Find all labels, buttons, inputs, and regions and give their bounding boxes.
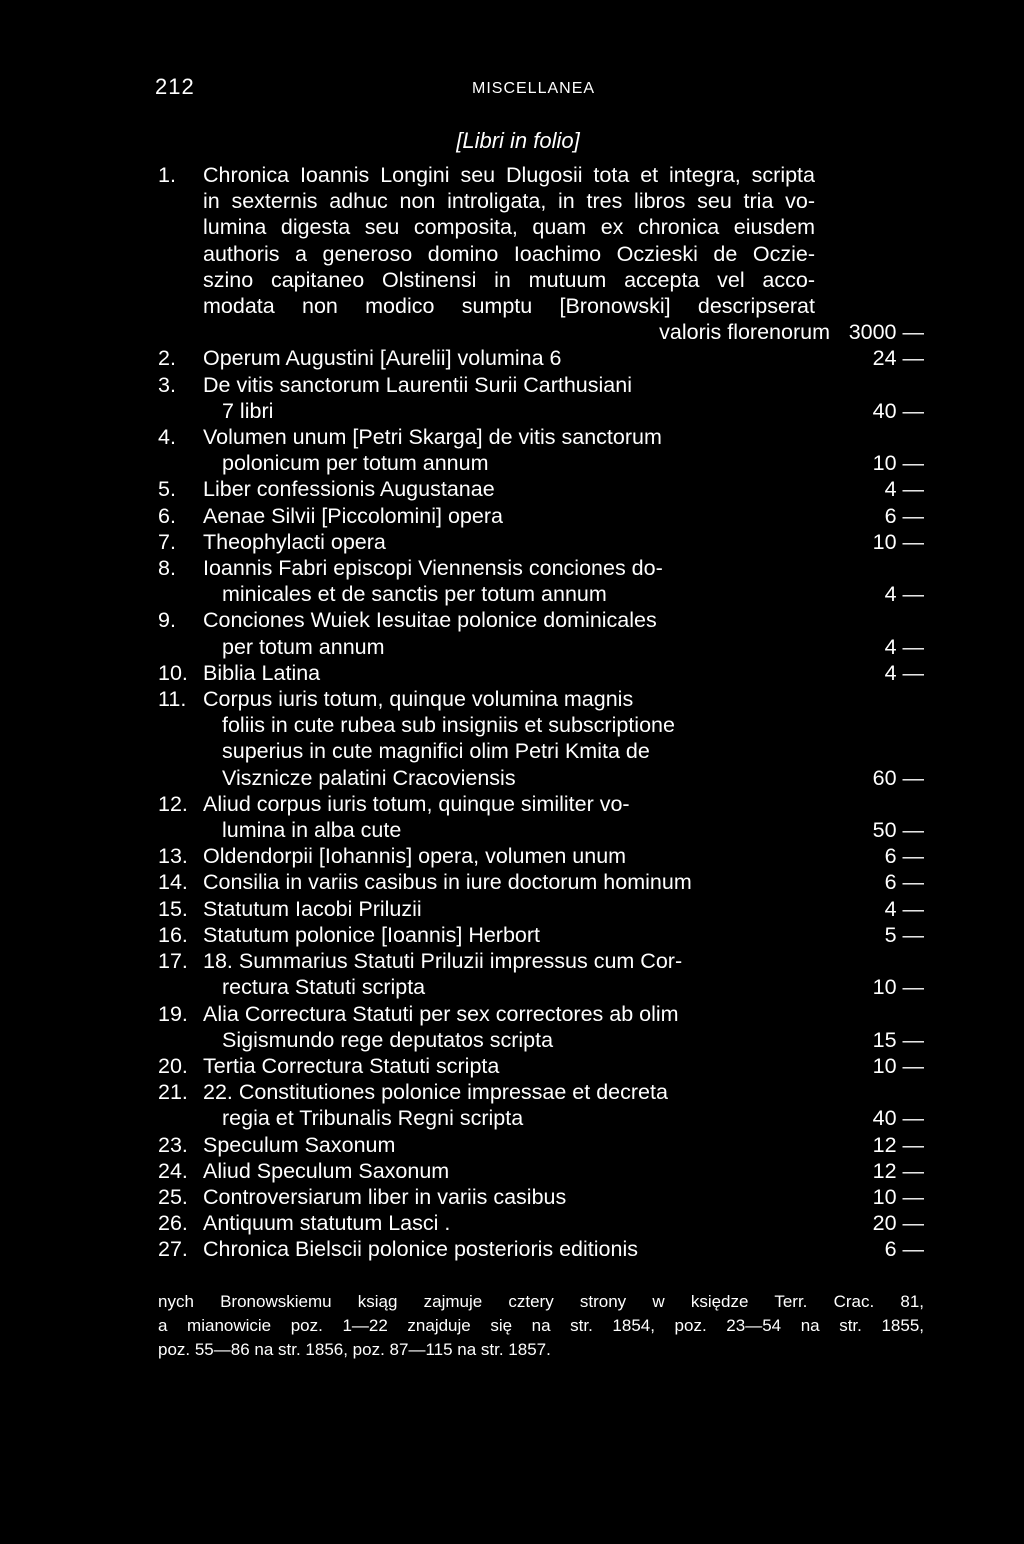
book-entry bbox=[158, 1210, 924, 1236]
entry-price: 20 — bbox=[872, 1211, 924, 1236]
book-entry bbox=[158, 1158, 924, 1184]
entry-number: 27. bbox=[158, 1237, 188, 1262]
entry-line: authoris a generoso domino Ioachimo Oczieski de Oczie- bbox=[203, 241, 815, 266]
book-entry bbox=[158, 607, 924, 659]
page-header bbox=[155, 70, 925, 110]
book-entry bbox=[158, 1236, 924, 1262]
entry-number: 11. bbox=[158, 687, 187, 712]
entry-line: Theophylacti opera bbox=[203, 529, 386, 554]
book-entry bbox=[158, 529, 924, 555]
book-entry bbox=[158, 1132, 924, 1158]
entry-line: lumina digesta seu composita, quam ex chronica eiusdem bbox=[203, 215, 815, 240]
entry-number: 9. bbox=[158, 608, 176, 633]
entry-line: szino capitaneo Olstinensi in mutuum accepta vel acco- bbox=[203, 267, 815, 292]
entry-number: 13. bbox=[158, 844, 188, 869]
entry-number: 12. bbox=[158, 791, 188, 816]
entry-price: 10 — bbox=[872, 975, 924, 1000]
entry-line: Visznicze palatini Cracoviensis bbox=[222, 765, 516, 790]
book-entry bbox=[158, 1053, 924, 1079]
entry-line: Speculum Saxonum bbox=[203, 1132, 396, 1157]
entry-line: modata non modico sumptu [Bronowski] descripserat bbox=[203, 294, 815, 319]
book-entry bbox=[158, 1184, 924, 1210]
entry-price: 10 — bbox=[872, 1184, 924, 1209]
entry-price: 4 — bbox=[884, 477, 924, 502]
running-title: MISCELLANEA bbox=[472, 80, 596, 97]
entry-number: 26. bbox=[158, 1211, 188, 1236]
entry-line: Chronica Ioannis Longini seu Dlugosii tota et integra, scripta bbox=[203, 163, 815, 187]
entry-line: Oldendorpii [Iohannis] opera, volumen unum bbox=[203, 844, 627, 869]
entry-price: 5 — bbox=[884, 922, 924, 947]
book-entry bbox=[158, 869, 924, 895]
footnote-line: poz. 55—86 na str. 1856, poz. 87—115 na str. 1857. bbox=[158, 1340, 551, 1359]
book-entry bbox=[158, 1001, 924, 1053]
book-entry bbox=[158, 372, 924, 424]
entry-number: 19. bbox=[158, 1001, 188, 1026]
entry-line: Ioannis Fabri episcopi Viennensis conciones do- bbox=[203, 556, 663, 581]
entry-number: 6. bbox=[158, 503, 176, 528]
entry-line: Antiquum statutum Lasci . bbox=[203, 1211, 451, 1236]
footnote-line: a mianowicie poz. 1—22 znajduje się na str. 1854, poz. 23—54 na str. 1855, bbox=[158, 1316, 924, 1335]
entry-number: 14. bbox=[158, 870, 188, 895]
book-entry bbox=[158, 424, 924, 476]
entry-line: Operum Augustini [Aurelii] volumina 6 bbox=[203, 346, 562, 371]
book-entry bbox=[158, 896, 924, 922]
footnote-line: nych Bronowskiemu ksiąg zajmuje cztery strony w księdze Terr. Crac. 81, bbox=[158, 1292, 924, 1311]
entry-price: 12 — bbox=[872, 1158, 924, 1183]
entry-number: 25. bbox=[158, 1184, 188, 1209]
entry-line: lumina in alba cute bbox=[222, 818, 402, 843]
entry-number: 20. bbox=[158, 1053, 188, 1078]
entry-line: valoris florenorum bbox=[659, 320, 830, 345]
book-entry bbox=[158, 791, 924, 843]
entry-price: 4 — bbox=[884, 660, 924, 685]
entry-price: 4 — bbox=[884, 634, 924, 659]
entry-price: 6 — bbox=[884, 503, 924, 528]
entry-price: 6 — bbox=[884, 870, 924, 895]
entry-line: Tertia Correctura Statuti scripta bbox=[203, 1053, 500, 1078]
entry-line: Aliud corpus iuris totum, quinque similiter vo- bbox=[203, 791, 630, 816]
entry-number: 21. bbox=[158, 1080, 188, 1105]
entry-line: Statutum Iacobi Priluzii bbox=[203, 896, 422, 921]
entry-number: 23. bbox=[158, 1132, 188, 1157]
entry-line: superius in cute magnifici olim Petri Kmita de bbox=[222, 739, 650, 764]
entry-price: 10 — bbox=[872, 1053, 924, 1078]
entry-number: 24. bbox=[158, 1158, 188, 1183]
entry-number: 15. bbox=[158, 896, 188, 921]
entry-line: minicales et de sanctis per totum annum bbox=[222, 582, 607, 607]
entry-number: 10. bbox=[158, 660, 188, 685]
entry-line: Biblia Latina bbox=[203, 660, 321, 685]
entry-line: regia et Tribunalis Regni scripta bbox=[222, 1106, 524, 1131]
entry-price: 10 — bbox=[872, 451, 924, 476]
entry-number: 17. bbox=[158, 949, 188, 974]
entry-line: Corpus iuris totum, quinque volumina magnis bbox=[203, 687, 634, 712]
entry-number: 5. bbox=[158, 477, 176, 502]
footnote bbox=[158, 1290, 924, 1362]
entry-number: 1. bbox=[158, 163, 176, 187]
page-number: 212 bbox=[155, 74, 195, 99]
entry-price: 4 — bbox=[884, 582, 924, 607]
entry-line: in sexternis adhuc non introligata, in tres libros seu tria vo- bbox=[203, 189, 815, 214]
entry-line: Aliud Speculum Saxonum bbox=[203, 1158, 450, 1183]
entry-price: 40 — bbox=[872, 398, 924, 423]
entry-line: 18. Summarius Statuti Priluzii impressus cum Cor- bbox=[203, 949, 683, 974]
entry-price: 4 — bbox=[884, 896, 924, 921]
entry-line: De vitis sanctorum Laurentii Surii Carthusiani bbox=[203, 372, 632, 397]
entry-number: 8. bbox=[158, 556, 176, 581]
entry-number: 7. bbox=[158, 529, 176, 554]
entry-line: Controversiarum liber in variis casibus bbox=[203, 1184, 567, 1209]
entry-line: polonicum per totum annum bbox=[222, 451, 489, 476]
entry-line: foliis in cute rubea sub insigniis et subscriptione bbox=[222, 713, 675, 738]
entry-line: 7 libri bbox=[222, 398, 274, 423]
book-entry bbox=[158, 660, 924, 686]
entry-price: 3000 — bbox=[848, 320, 924, 345]
book-entry bbox=[158, 476, 924, 502]
entry-line: Consilia in variis casibus in iure doctorum hominum bbox=[203, 870, 692, 895]
book-entry bbox=[158, 843, 924, 869]
entry-price: 12 — bbox=[872, 1132, 924, 1157]
entry-price: 50 — bbox=[872, 818, 924, 843]
entry-line: Conciones Wuiek Iesuitae polonice dominicales bbox=[203, 608, 657, 633]
entry-line: per totum annum bbox=[222, 634, 385, 659]
entry-price: 40 — bbox=[872, 1106, 924, 1131]
entry-price: 10 — bbox=[872, 529, 924, 554]
book-entry bbox=[158, 948, 924, 1000]
entry-line: Statutum polonice [Ioannis] Herbort bbox=[203, 922, 541, 947]
entry-number: 2. bbox=[158, 346, 176, 371]
entry-line: Alia Correctura Statuti per sex correctores ab olim bbox=[203, 1001, 679, 1026]
entry-number: 4. bbox=[158, 425, 176, 450]
book-entry bbox=[158, 555, 924, 607]
section-title: [Libri in folio] bbox=[456, 128, 580, 153]
book-entry bbox=[158, 686, 924, 791]
entry-line: Aenae Silvii [Piccolomini] opera bbox=[203, 503, 503, 528]
entry-price: 24 — bbox=[872, 346, 924, 371]
entry-line: Liber confessionis Augustanae bbox=[203, 477, 495, 502]
book-entry bbox=[158, 1079, 924, 1131]
book-list bbox=[158, 162, 924, 1263]
entry-line: 22. Constitutiones polonice impressae et decreta bbox=[203, 1080, 668, 1105]
entry-number: 3. bbox=[158, 372, 176, 397]
book-entry bbox=[158, 162, 924, 345]
entry-price: 6 — bbox=[884, 844, 924, 869]
book-entry bbox=[158, 922, 924, 948]
book-entry bbox=[158, 345, 924, 371]
entry-line: Volumen unum [Petri Skarga] de vitis sanctorum bbox=[203, 425, 662, 450]
book-entry bbox=[158, 503, 924, 529]
entry-price: 60 — bbox=[872, 765, 924, 790]
entry-price: 6 — bbox=[884, 1237, 924, 1262]
entry-line: Chronica Bielscii polonice posterioris editionis bbox=[203, 1237, 638, 1262]
entry-line: Sigismundo rege deputatos scripta bbox=[222, 1027, 554, 1052]
entry-price: 15 — bbox=[872, 1027, 924, 1052]
entry-line: rectura Statuti scripta bbox=[222, 975, 426, 1000]
entry-number: 16. bbox=[158, 922, 188, 947]
